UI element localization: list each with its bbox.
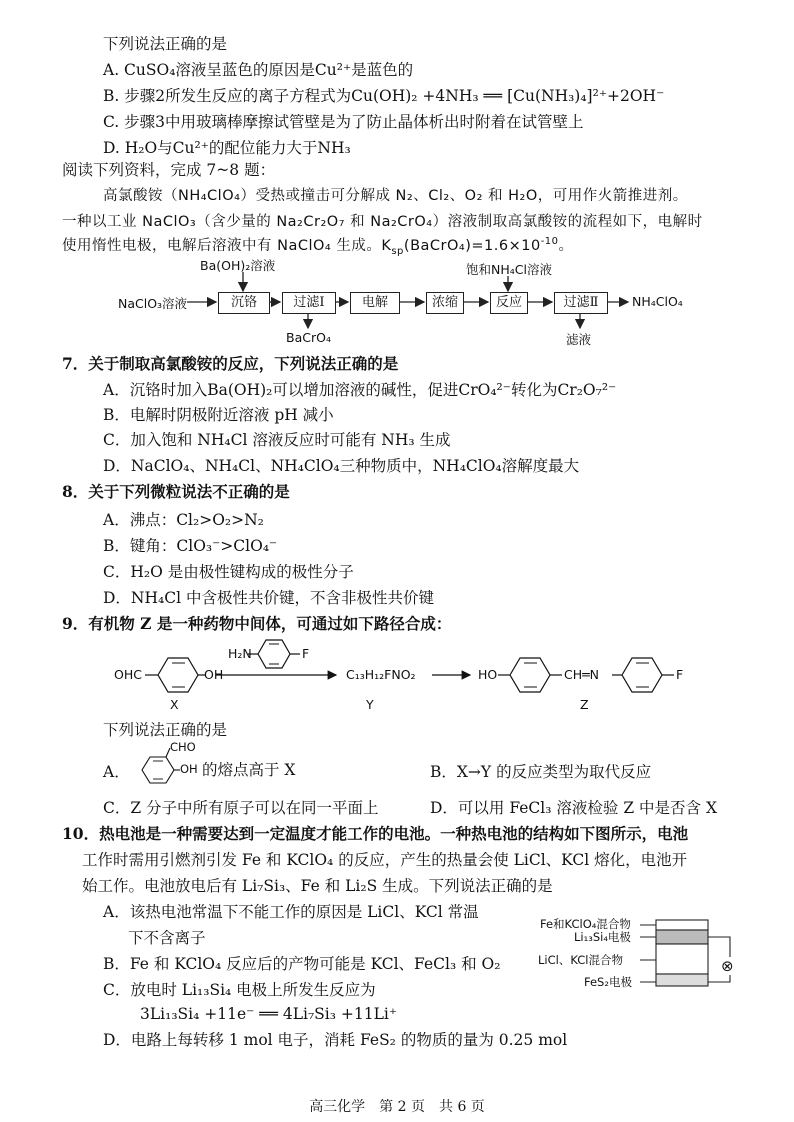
q9-sub-stem: 下列说法正确的是 [103,721,228,739]
q8-option-a: A．沸点：Cl₂>O₂>N₂ [103,511,264,529]
q8-option-c: C．H₂O 是由极性键构成的极性分子 [103,563,354,581]
q9-reagent-f: F [302,646,310,661]
q9-reagent-nh2: H₂N [228,646,252,661]
flow-step-chen-ge: 沉铬 [218,292,270,314]
q6-stem: 下列说法正确的是 [103,35,228,53]
flow-step-filter-1: 过滤Ⅰ [282,292,336,314]
flow-end: NH₄ClO₄ [632,294,683,309]
reading-intro: 阅读下列资料，完成 7~8 题： [62,161,276,179]
q9-label-x: X [170,697,179,712]
flow-step-electrolysis: 电解 [350,292,400,314]
q8-option-d: D．NH₄Cl 中含极性共价键，不含非极性共价键 [103,589,434,607]
reading-paragraph-3: 使用惰性电极，电解后溶液中有 NaClO₄ 生成。$K_{sp}(BaCrO_4)=1.6\times 10^{-10}$。 [62,236,574,257]
q9-option-a-oh: OH [180,762,198,776]
q6-option-d: D. H₂O与Cu²⁺的配位能力大于NH₃ [103,139,351,157]
q7-option-a: A．沉铬时加入Ba(OH)₂可以增加溶液的碱性，促进CrO₄²⁻转化为Cr₂O₇²⁻ [103,381,617,399]
flow-step-filter-2: 过滤Ⅱ [554,292,608,314]
q7-stem: 7．关于制取高氯酸铵的反应，下列说法正确的是 [62,354,399,373]
q9-label-y: Y [366,697,374,712]
battery-figure [0,910,794,1010]
q10-option-d: D．电路上每转移 1 mol 电子，消耗 FeS₂ 的物质的量为 0.25 mol [103,1031,568,1049]
flow-output-filtrate: 滤液 [566,332,592,347]
q9-option-a-text: 的熔点高于 X [202,761,296,779]
q7-option-c: C．加入饱和 NH₄Cl 溶液反应时可能有 NH₃ 生成 [103,431,451,449]
page-footer: 高三化学 第 2 页 共 6 页 [309,1099,485,1115]
q9-option-b: B．X→Y 的反应类型为取代反应 [430,763,652,781]
battery-label-li13si4: Li₁₃Si₄电极 [574,930,631,944]
q10-option-a-line-2: 下不含离子 [128,929,206,947]
q9-option-a-prefix: A． [103,763,130,781]
lamp-icon: ⊗ [721,957,734,975]
q9-x-cho: OHC [114,667,142,682]
reading-paragraph-2: 一种以工业 NaClO₃（含少量的 Na₂Cr₂O₇ 和 Na₂CrO₄）溶液制取高氯酸铵的流程如下，电解时 [62,214,703,230]
battery-label-fe-kclo4: Fe和KClO₄混合物 [540,917,631,931]
q6-option-c: C. 步骤3中用玻璃棒摩擦试管壁是为了防止晶体析出时附着在试管壁上 [103,113,584,131]
q10-option-c-line-2: 3Li₁₃Si₄ +11e⁻ ══ 4Li₇Si₃ +11Li⁺ [140,1005,398,1023]
q10-option-a-line-1: A．该热电池常温下不能工作的原因是 LiCl、KCl 常温 [103,903,479,921]
battery-label-fes2: FeS₂电极 [584,975,632,989]
q9-option-a-cho: CHO [170,740,196,754]
q9-y-formula: C₁₃H₁₂FNO₂ [346,667,416,682]
q7-option-b: B．电解时阴极附近溶液 pH 减小 [103,406,334,424]
q6-option-b: B. 步骤2所发生反应的离子方程式为Cu(OH)₂ +4NH₃ ══ [Cu(NH₃)₄]²⁺+2OH⁻ [103,87,665,105]
q9-z-link: CH═N [564,667,600,682]
q10-stem-line-3: 始工作。电池放电后有 Li₇Si₃、Fe 和 Li₂S 生成。下列说法正确的是 [82,877,553,895]
q8-stem: 8．关于下列微粒说法不正确的是 [62,482,290,501]
q10-stem-line-2: 工作时需用引燃剂引发 Fe 和 KClO₄ 的反应，产生的热量会使 LiCl、KCl 熔化，电池开 [82,851,688,869]
flow-step-concentrate: 浓缩 [426,292,464,314]
q9-z-ho: HO [478,667,498,682]
flow-reagent-baoh2: Ba(OH)₂溶液 [200,258,276,273]
q7-option-d: D．NaClO₄、NH₄Cl、NH₄ClO₄三种物质中，NH₄ClO₄溶解度最大 [103,457,580,475]
flow-step-reaction: 反应 [490,292,528,314]
battery-label-licl-kcl: LiCl、KCl混合物 [538,953,623,967]
q9-option-d: D．可以用 FeCl₃ 溶液检验 Z 中是否含 X [430,799,717,817]
q10-option-c-line-1: C．放电时 Li₁₃Si₄ 电极上所发生反应为 [103,981,376,999]
flow-reagent-nh4cl: 饱和NH₄Cl溶液 [466,262,552,277]
q9-z-f: F [676,667,684,682]
q10-option-b: B．Fe 和 KClO₄ 反应后的产物可能是 KCl、FeCl₃ 和 O₂ [103,955,501,973]
q8-option-b: B．键角：ClO₃⁻>ClO₄⁻ [103,537,278,555]
flow-output-bacro4: BaCrO₄ [286,330,331,345]
reading-paragraph-1: 高氯酸铵（NH₄ClO₄）受热或撞击可分解成 N₂、Cl₂、O₂ 和 H₂O，可用作火箭推进剂。 [103,188,688,204]
q9-x-oh: OH [204,667,224,682]
q9-stem: 9．有机物 Z 是一种药物中间体，可通过如下路径合成： [62,614,452,633]
q10-stem-line-1: 10．热电池是一种需要达到一定温度才能工作的电池。一种热电池的结构如下图所示，电池 [62,824,689,843]
q6-option-a: A. CuSO₄溶液呈蓝色的原因是Cu²⁺是蓝色的 [103,61,414,79]
q9-label-z: Z [580,697,589,712]
flow-start: NaClO₃溶液 [118,296,188,311]
q9-option-c: C．Z 分子中所有原子可以在同一平面上 [103,799,379,817]
